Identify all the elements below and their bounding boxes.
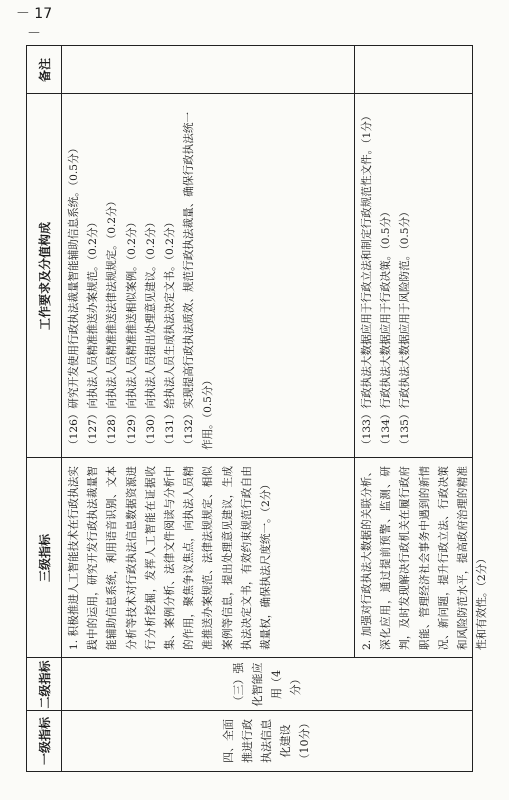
note-cell <box>61 46 472 94</box>
work-item: （135）行政执法大数据应用于风险防范。（0.5分） <box>399 206 412 450</box>
work-item: （127）向执法人员精准推送办案规范。（0.2分） <box>87 216 100 450</box>
page-number: － 17 － <box>15 6 53 42</box>
work-item: （126）研究开发使用行政执法裁量智能辅助信息系统。（0.5分） <box>68 142 80 450</box>
work-item: （133）行政执法大数据应用于行政立法和制定行政规范性文件。（1分） <box>361 110 373 450</box>
work-item: （129）向执法人员精准推送相似案例。（0.2分） <box>125 216 138 450</box>
work-item: （132）实现提高行政执法质效、规范行政执法裁量、确保行政执法统一作用。（0.5分） <box>183 111 215 450</box>
level2-cell: （三）强化智能应用（4分） <box>231 662 302 707</box>
work-item: （128）向执法人员精准推送法律法规规定。（0.2分） <box>106 195 119 450</box>
header-work: 工作要求及分值构成 <box>37 222 52 331</box>
work-item: （130）向执法人员提出处理意见建议。（0.2分） <box>144 216 157 450</box>
work-cell <box>354 94 472 458</box>
header-level2: 二级指标 <box>37 660 52 709</box>
indicator-table <box>26 45 489 772</box>
work-item: （134）行政执法大数据应用于行政决策。（0.5分） <box>380 206 393 450</box>
header-level1: 一级指标 <box>37 717 52 766</box>
work-item: （131）给执法人员生成执法决定文书。（0.2分） <box>164 216 177 450</box>
level3-cell: 1. 积极推进人工智能技术在行政执法实践中的运用，研究开发行政执法裁量智能辅助信息系统，利用语音识别、文本分析等技术对行政执法信息数据资源进行分析挖掘，发挥人工智能在证据收集、案例分析、法律文件阅读与分析中的作用，聚焦争议焦点，向执法人员精准推送办案规范、法律法规规定、相似案例等信息，提出处理意见建议，生成执法决定文书，有效约束规范行政自由裁量权，确保执法尺度统一。（2分） <box>68 466 273 650</box>
level1-cell: 四、全面推进行政执法信息化建设（10分） <box>222 717 311 765</box>
header-level3: 三级指标 <box>37 534 52 583</box>
level3-cell: 2. 加强对行政执法大数据的关联分析、深化应用，通过提前预警、监测、研判，及时发现解决行政机关在履行政府职能、管理经济社会事务中遇到的新情况、新问题，提升行政立法、行政决策和风险防范水平，提高政府治理的精准性和有效性。（2分） <box>361 466 489 650</box>
work-cell <box>61 94 354 458</box>
header-note: 备注 <box>37 58 52 83</box>
